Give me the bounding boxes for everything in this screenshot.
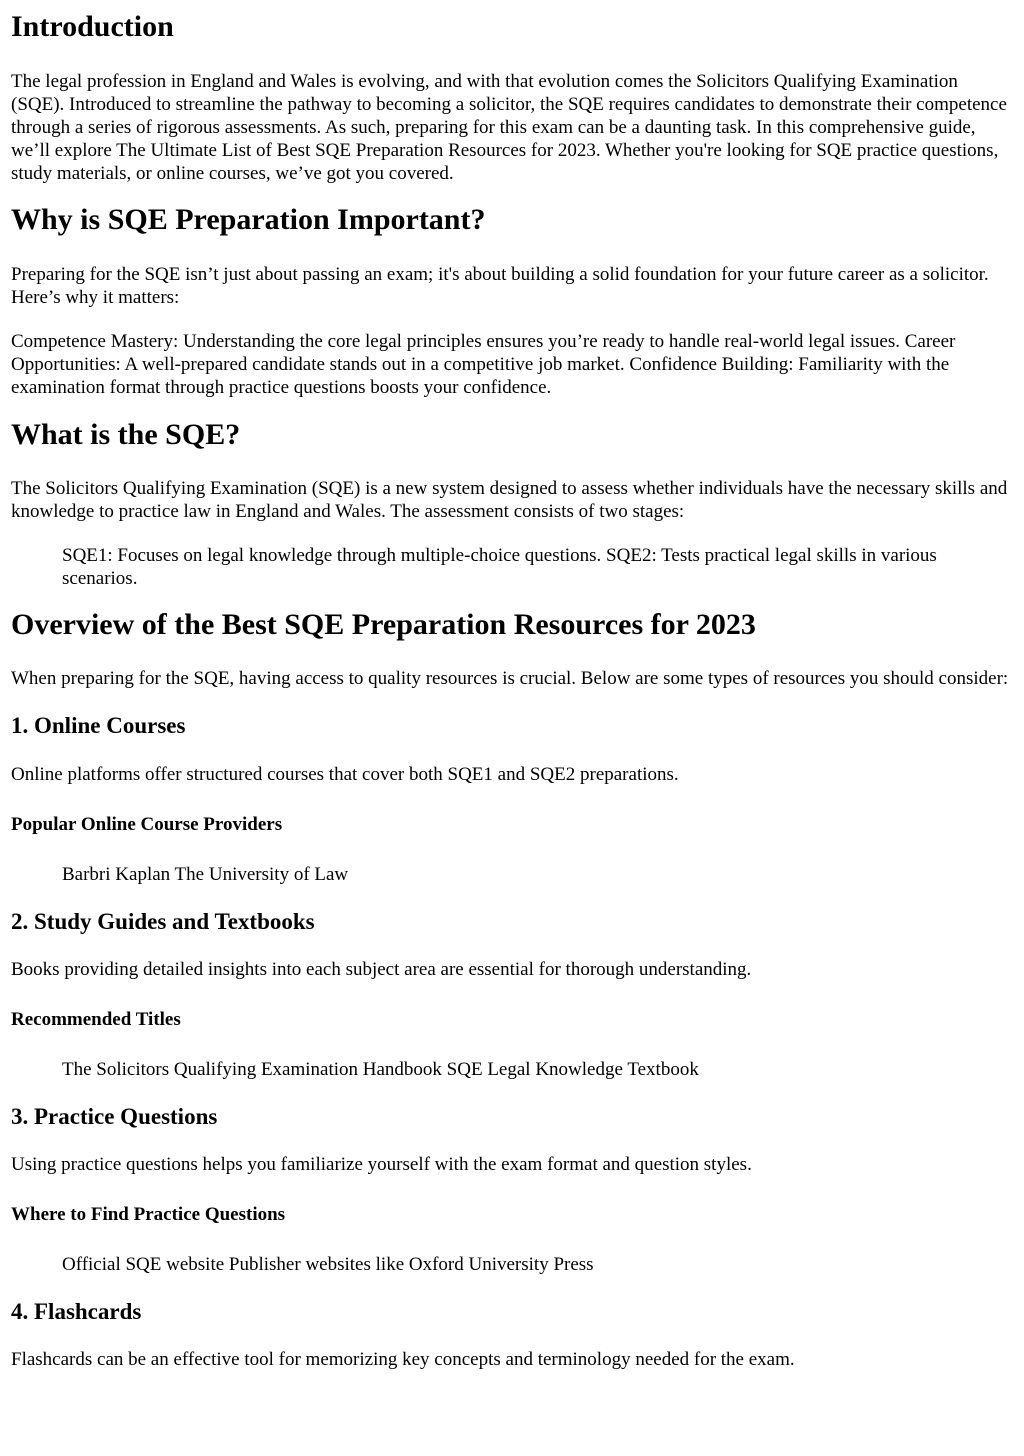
flashcards-heading: 4. Flashcards xyxy=(11,1299,142,1324)
practice-sources-heading: Where to Find Practice Questions xyxy=(11,1204,286,1225)
online-courses-paragraph: Online platforms offer structured courses that cover both SQE1 and SQE2 preparations. xyxy=(11,764,679,785)
article xyxy=(0,10,1024,1371)
study-guides-paragraph: Books providing detailed insights into each subject area are essential for thorough understanding. xyxy=(11,959,752,980)
online-course-providers-list: Barbri Kaplan The University of Law xyxy=(62,864,349,885)
what-paragraph: The Solicitors Qualifying Examination (SQE) is a new system designed to assess whether individuals have the necessary skills and knowledge to practice law in England and Wales. The assessment consists of two stages: xyxy=(11,478,1008,522)
overview-heading: Overview of the Best SQE Preparation Resources for 2023 xyxy=(11,608,756,641)
intro-paragraph: The legal profession in England and Wales is evolving, and with that evolution comes the Solicitors Qualifying Examination (SQE). Introduced to streamline the pathway to becoming a solicitor, the SQE requires candidates to demonstrate their competence through a series of rigorous assessments. As such, preparing for this exam can be a daunting task. In this comprehensive guide, we’ll explore The Ultimate List of Best SQE Preparation Resources for 2023. Whether you're looking for SQE practice questions, study materials, or online courses, we’ve got you covered. xyxy=(11,71,1007,184)
what-heading: What is the SQE? xyxy=(11,418,241,451)
why-points: Competence Mastery: Understanding the core legal principles ensures you’re ready to handle real-world legal issues. Career Opportunities: A well-prepared candidate stands out in a competitive job market. Confidence Building: Familiarity with the examination format through practice questions boosts your confidence. xyxy=(11,331,956,398)
sqe-stages-list: SQE1: Focuses on legal knowledge through multiple-choice questions. SQE2: Tests practical legal skills in various scenarios. xyxy=(62,545,937,589)
practice-sources-list: Official SQE website Publisher websites like Oxford University Press xyxy=(62,1254,594,1275)
flashcards-paragraph: Flashcards can be an effective tool for memorizing key concepts and terminology needed for the exam. xyxy=(11,1349,795,1370)
intro-heading: Introduction xyxy=(11,10,174,43)
study-guides-heading: 2. Study Guides and Textbooks xyxy=(11,909,315,934)
practice-questions-paragraph: Using practice questions helps you familiarize yourself with the exam format and question styles. xyxy=(11,1154,752,1175)
online-courses-heading: 1. Online Courses xyxy=(11,713,186,738)
practice-questions-heading: 3. Practice Questions xyxy=(11,1104,218,1129)
why-heading: Why is SQE Preparation Important? xyxy=(11,203,486,236)
recommended-titles-list: The Solicitors Qualifying Examination Handbook SQE Legal Knowledge Textbook xyxy=(62,1059,699,1080)
recommended-titles-heading: Recommended Titles xyxy=(11,1009,181,1030)
why-paragraph: Preparing for the SQE isn’t just about passing an exam; it's about building a solid foundation for your future career as a solicitor. Here’s why it matters: xyxy=(11,264,989,308)
overview-paragraph: When preparing for the SQE, having access to quality resources is crucial. Below are some types of resources you should consider: xyxy=(11,668,1009,689)
online-course-providers-heading: Popular Online Course Providers xyxy=(11,814,283,835)
